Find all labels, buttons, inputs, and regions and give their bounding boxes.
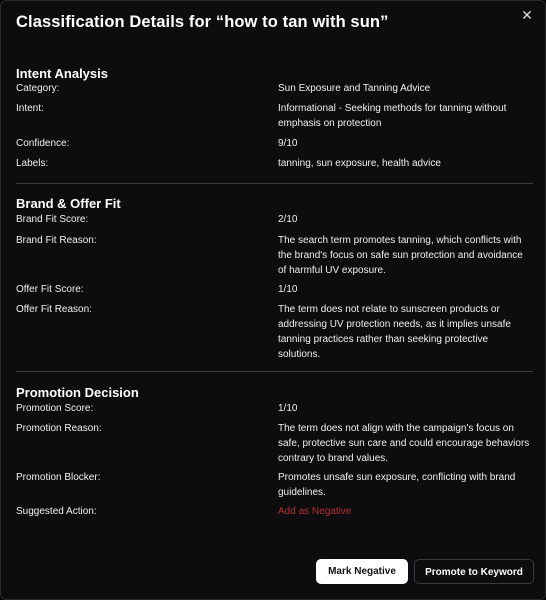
category-value: Sun Exposure and Tanning Advice: [278, 83, 431, 94]
brand-offer-fit-section: [16, 196, 533, 212]
promotion-reason-label: Promotion Reason:: [16, 423, 102, 434]
dialog-title: Classification Details for “how to tan with sun”: [16, 13, 389, 31]
brand-offer-fit-heading: Brand & Offer Fit: [16, 196, 121, 211]
intent-label: Intent:: [16, 103, 44, 114]
promotion-score-value: 1/10: [278, 403, 298, 414]
suggested-action-value: Add as Negative: [278, 506, 352, 517]
category-label: Category:: [16, 83, 60, 94]
intent-analysis-section: [16, 66, 533, 82]
brand-fit-score-value: 2/10: [278, 214, 298, 225]
section-divider: [16, 183, 533, 184]
offer-fit-score-label: Offer Fit Score:: [16, 284, 84, 295]
suggested-action-label: Suggested Action:: [16, 506, 97, 517]
offer-fit-score-value: 1/10: [278, 284, 298, 295]
brand-fit-reason-value: The search term promotes tanning, which conflicts with the brand's focus on safe sun protection and avoidance of harmful UV exposure.: [278, 235, 523, 276]
promotion-reason-value: The term does not align with the campaign's focus on safe, protective sun care and could encourage behaviors contrary to brand values.: [278, 423, 530, 464]
promote-to-keyword-button[interactable]: Promote to Keyword: [414, 559, 534, 584]
promotion-blocker-value: Promotes unsafe sun exposure, conflicting with brand guidelines.: [278, 472, 516, 498]
mark-negative-button[interactable]: Mark Negative: [316, 559, 408, 584]
labels-value: tanning, sun exposure, health advice: [278, 158, 441, 169]
close-icon[interactable]: ✕: [521, 7, 533, 23]
section-divider: [16, 371, 533, 372]
labels-label: Labels:: [16, 158, 49, 169]
promotion-decision-section: [16, 385, 533, 401]
promotion-decision-heading: Promotion Decision: [16, 385, 139, 400]
brand-fit-reason-label: Brand Fit Reason:: [16, 235, 97, 246]
offer-fit-reason-label: Offer Fit Reason:: [16, 304, 92, 315]
intent-value: Informational - Seeking methods for tanning without emphasis on protection: [278, 103, 507, 129]
confidence-value: 9/10: [278, 138, 298, 149]
intent-analysis-heading: Intent Analysis: [16, 66, 108, 81]
promotion-blocker-label: Promotion Blocker:: [16, 472, 101, 483]
brand-fit-score-label: Brand Fit Score:: [16, 214, 89, 225]
offer-fit-reason-value: The term does not relate to sunscreen products or addressing UV protection needs, as it implies unsafe tanning practices rather than seeking protective solutions.: [278, 304, 511, 360]
confidence-label: Confidence:: [16, 138, 70, 149]
promotion-score-label: Promotion Score:: [16, 403, 94, 414]
